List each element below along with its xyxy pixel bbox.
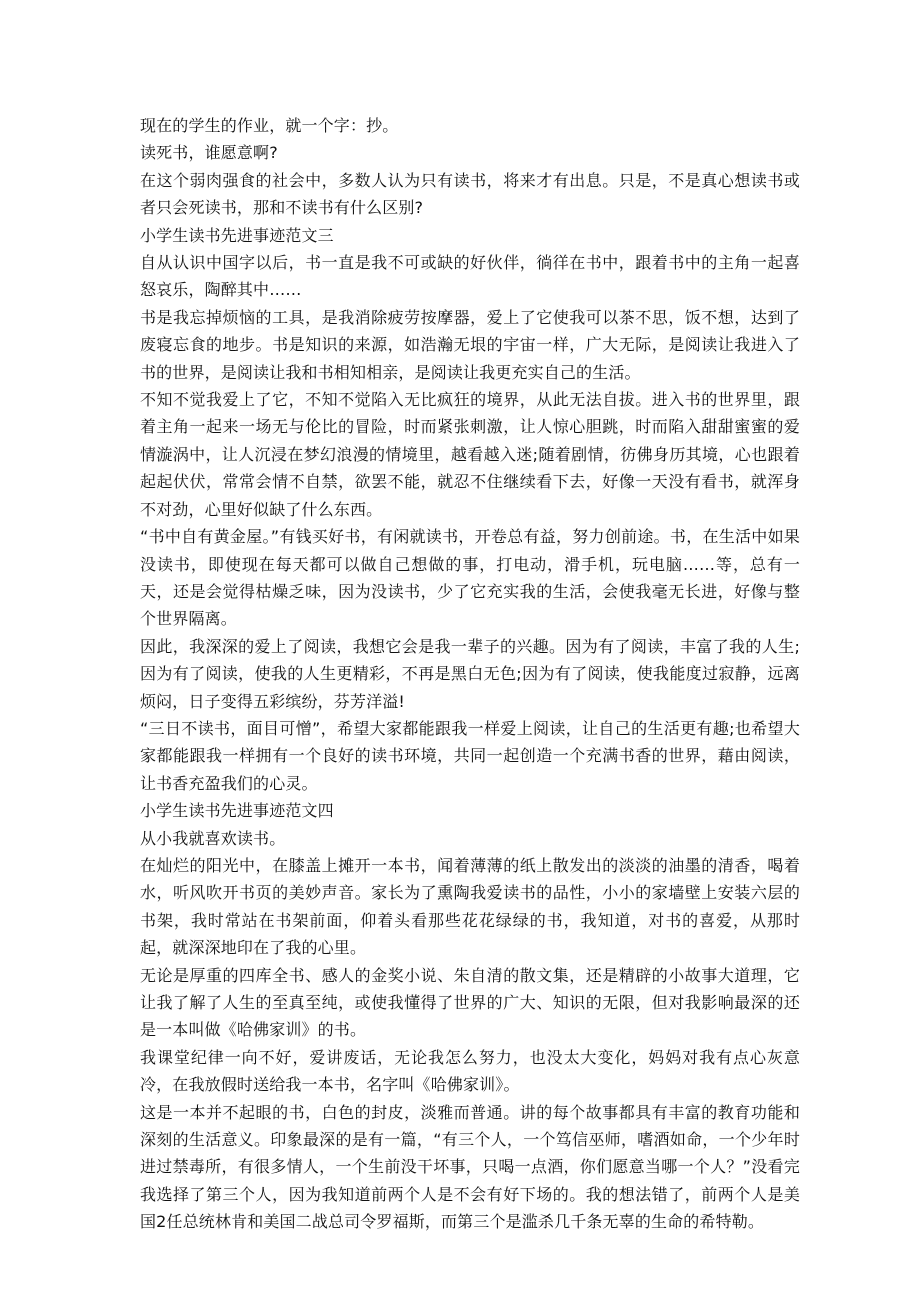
paragraph: 不知不觉我爱上了它，不知不觉陷入无比疯狂的境界，从此无法自拔。进入书的世界里，跟着主角一起来一场无与伦比的冒险，时而紧张刺激，让人惊心胆跳，时而陷入甜甜蜜蜜的爱情漩涡中，让人沉浸在梦幻浪漫的情境里，越看越入迷;随着剧情，彷佛身历其境，心也跟着起起伏伏，常常会情不自禁，欲罢不能，就忍不住继续看下去，好像一天没有看书，就浑身不对劲，心里好似缺了什么东西。 bbox=[140, 390, 800, 519]
paragraph: 因此，我深深的爱上了阅读，我想它会是我一辈子的兴趣。因为有了阅读，丰富了我的人生;因为有了阅读，使我的人生更精彩，不再是黑白无色;因为有了阅读，使我能度过寂静，远离烦闷，日子变得五彩缤纷，芬芳洋溢! bbox=[140, 636, 800, 711]
paragraph: 书是我忘掉烦恼的工具，是我消除疲劳按摩器，爱上了它使我可以茶不思，饭不想，达到了废寝忘食的地步。书是知识的来源，如浩瀚无垠的宇宙一样，广大无际，是阅读让我进入了书的世界，是阅读让我和书相知相亲，是阅读让我更充实自己的生活。 bbox=[140, 307, 800, 382]
paragraph: 在灿烂的阳光中，在膝盖上摊开一本书，闻着薄薄的纸上散发出的淡淡的油墨的清香，喝着水，听风吹开书页的美妙声音。家长为了熏陶我爱读书的品性，小小的家墙壁上安装六层的书架，我时常站在书架前面，仰着头看那些花花绿绿的书，我知道，对书的喜爱，从那时起，就深深地印在了我的心里。 bbox=[140, 855, 800, 958]
paragraph: 读死书，谁愿意啊? bbox=[140, 143, 278, 163]
paragraph: 我课堂纪律一向不好，爱讲废话，无论我怎么努力，也没太大变化，妈妈对我有点心灰意冷，在我放假时送给我一本书，名字叫《哈佛家训》。 bbox=[140, 1047, 800, 1095]
paragraph: 无论是厚重的四库全书、感人的金奖小说、朱自清的散文集，还是精辟的小故事大道理，它让我了解了人生的至真至纯，或使我懂得了世界的广大、知识的无限，但对我影响最深的还是一本叫做《哈佛家训》的书。 bbox=[140, 965, 800, 1040]
paragraph: 自从认识中国字以后，书一直是我不可或缺的好伙伴，徜徉在书中，跟着书中的主角一起喜怒哀乐，陶醉其中…… bbox=[140, 253, 800, 300]
paragraph: 现在的学生的作业，就一个字：抄。 bbox=[140, 116, 399, 135]
paragraph: 这是一本并不起眼的书，白色的封皮，淡雅而普通。讲的每个故事都具有丰富的教育功能和深刻的生活意义。印象最深的是有一篇，“有三个人，一个笃信巫师，嗜酒如命，一个少年时进过禁毒所，有很多情人，一个生前没干坏事，只喝一点酒，你们愿意当哪一个人？”没看完我选择了第三个人，因为我知道前两个人是不会有好下场的。我的想法错了，前两个人是美国2任总统林肯和美国二战总司令罗福斯，而第三个是滥杀几千条无辜的生命的希特勒。 bbox=[140, 1102, 800, 1232]
paragraph: 在这个弱肉强食的社会中，多数人认为只有读书，将来才有出息。只是，不是真心想读书或者只会死读书，那和不读书有什么区别? bbox=[140, 170, 800, 218]
paragraph: 从小我就喜欢读书。 bbox=[140, 828, 286, 848]
paragraph: “三日不读书，面目可憎”，希望大家都能跟我一样爱上阅读，让自己的生活更有趣;也希望大家都能跟我一样拥有一个良好的读书环境，共同一起创造一个充满书香的世界，藉由阅读，让书香充盈我们的心灵。 bbox=[140, 718, 800, 793]
section-heading: 小学生读书先进事迹范文四 bbox=[140, 801, 334, 821]
paragraph: “书中自有黄金屋。”有钱买好书，有闲就读书，开卷总有益，努力创前途。书，在生活中如果没读书，即使现在每天都可以做自己想做的事，打电动，滑手机，玩电脑……等，总有一天，还是会觉得枯燥乏味，因为没读书，少了它充实我的生活，会使我毫无长进，好像与整个世界隔离。 bbox=[140, 527, 800, 629]
section-heading: 小学生读书先进事迹范文三 bbox=[140, 225, 334, 245]
